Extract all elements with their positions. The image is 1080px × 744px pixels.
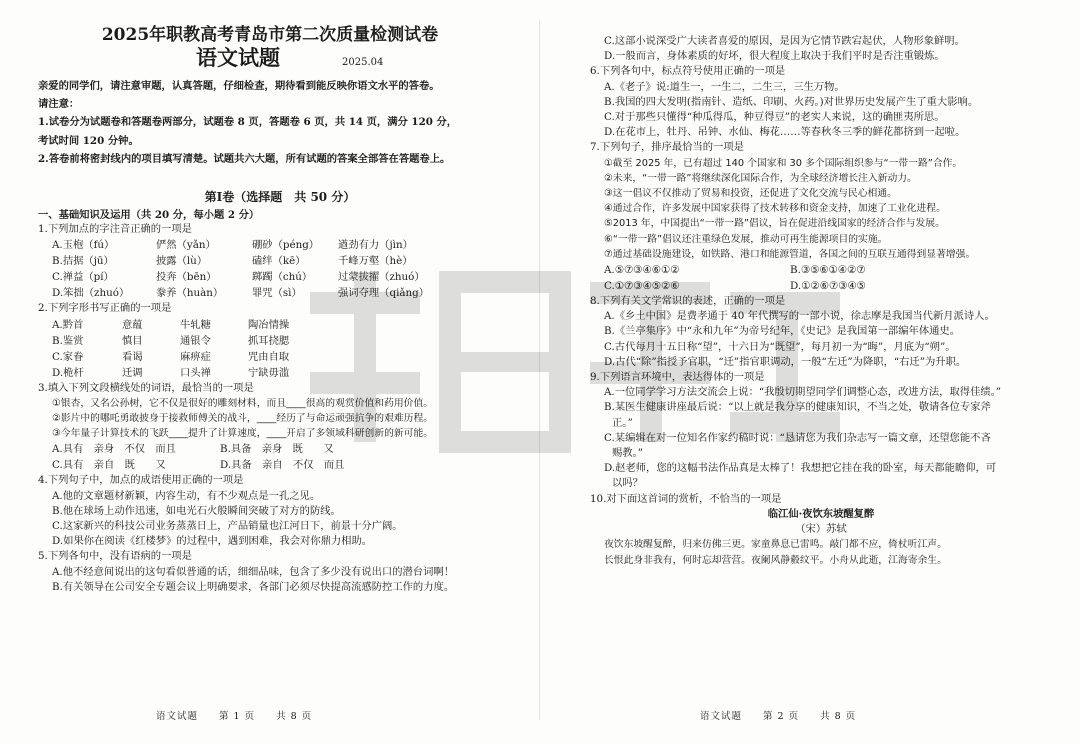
section-title: 第Ⅰ卷（选择题 共 50 分） (204, 190, 356, 205)
option-item: 强词夺理（qiǎng） (338, 287, 430, 300)
poem-title: 临江仙·夜饮东坡醒复醉 (767, 507, 875, 520)
question-3-sentence-3: ③今年量子计算技术的飞跃____提升了计算速度，____开启了多领域科研创新的新可能。 (52, 428, 434, 440)
question-6-option-b: B.我国的四大发明(指南针、造纸、印刷、火药。)对世界历史发展产生了重大影响。 (604, 95, 979, 108)
question-2-options (38, 317, 522, 381)
question-4-option-a: A.他的文章题材新颖，内容生动，有不少观点是一孔之见。 (52, 489, 321, 502)
option-row (38, 349, 522, 365)
question-3-sentence-2: ②影片中的哪吒勇敢披身于接救师傅关的战斗，____经历了与命运顽强抗争的艰难历程。 (52, 413, 434, 425)
option-row (38, 285, 522, 301)
option-item: 磕绊（kē） (252, 255, 306, 268)
option-item: C.禅益（pí） (52, 271, 114, 284)
question-7-sentence-5: ⑤2013 年，中国提出“一带一路”倡议，旨在促进沿线国家的经济合作与发展。 (604, 218, 945, 230)
question-9-option-d: D.赵老师，您的这幅书法作品真是太棒了！我想把它挂在我的卧室，每天都能瞻仰，可 (604, 462, 997, 475)
question-8: 8.下列有关文学常识的表述，正确的一项是 (590, 295, 786, 308)
question-4-option-c: C.这家新兴的科技公司业务蒸蒸日上，产品销量也江河日下，前景十分广阔。 (52, 520, 403, 533)
option-row (38, 441, 522, 457)
option-item: 遒劲有力（jìn） (338, 239, 413, 252)
question-5-option-d: D.一般而言，身体素质的好坏，很大程度上取决于我们平时是否注重锻炼。 (604, 50, 945, 63)
question-4-option-d: D.如果你在阅读《红楼梦》的过程中，遇到困难，我会对你鼎力相助。 (52, 535, 373, 548)
poem-author: （宋）苏轼 (795, 523, 847, 536)
page-footer: 语文试题 第 1 页 共 8 页 (156, 711, 313, 722)
question-6-option-d: D.在花市上，牡丹、吊钟、水仙、梅花……等春秋冬三季的鲜花都挤到一起啦。 (604, 126, 966, 139)
question-7-sentence-1: ①截至 2025 年，已有超过 140 个国家和 30 多个国际组织参与“一带一路”合作。 (604, 157, 963, 169)
option-item: 牛轧糖 (180, 318, 211, 331)
notice-2: 2.答卷前将密封线内的项目填写清楚。试题共六大题，所有试题的答案全部答在答题卷上。 (38, 152, 451, 165)
question-8-option-b: B.《兰亭集序》中“永和九年”为帝号纪年，《史记》是我国第一部编年体通史。 (604, 325, 961, 338)
question-9-option-b: B.某医生健康讲座最后说：“以上就是我分享的健康知识，不当之处，敬请各位专家斧 (604, 401, 991, 414)
option-item: 投奔（bēn） (156, 271, 217, 284)
poem-line-1: 夜饮东坡醒复醉，归来仿佛三更。家童鼻息已雷鸣。敲门都不应，倚杖听江声。 (604, 539, 947, 551)
exam-title: 2025年职教高考青岛市第二次质量检测试卷 (101, 25, 439, 45)
question-3: 3.填入下列文段横线处的词语，最恰当的一项是 (38, 381, 254, 394)
exam-subtitle: 语文试题 (196, 45, 280, 70)
option-item: 踯躅（chú） (252, 271, 313, 284)
notice-1a: 1.试卷分为试题卷和答题卷两部分，试题卷 8 页，答题卷 6 页，共 14 页，满分 120 分， (38, 116, 458, 129)
option-item: 看谒 (122, 350, 143, 363)
question-4: 4.下列句子中，加点的成语使用正确的一项是 (38, 474, 244, 487)
question-7-sentence-3: ③这一倡议不仅推动了贸易和投资，还促进了文化交流与民心相通。 (604, 188, 897, 200)
option-item: 千峰万壑（hè） (338, 255, 413, 268)
question-9: 9.下列语言环境中，表达得体的一项是 (590, 371, 765, 384)
question-8-option-c: C.古代每月十五日称“望”，十六日为“既望”，每月初一为“晦”，月底为“朔”。 (604, 340, 956, 353)
question-8-option-a: A.《乡土中国》是费孝通于 40 年代撰写的一部小说，徐志摩是我国当代新月派诗人。 (604, 310, 995, 323)
option-item: 抓耳挠腮 (248, 334, 290, 347)
notice-1b: 考试时间 120 分钟。 (38, 134, 139, 147)
question-7-sentence-4: ④通过合作，许多发展中国家获得了技术转移和资金支持，加速了工业化进程。 (604, 203, 946, 215)
option-item: 慎目 (122, 334, 143, 347)
part-heading: 一、基础知识及运用（共 20 分，每小题 2 分） (38, 209, 260, 222)
option-item: B.③⑤⑥①④②⑦ (790, 264, 866, 277)
question-5-option-c: C.这部小说深受广大读者喜爱的原因，是因为它情节跌宕起伏，人物形象鲜明。 (604, 35, 965, 47)
page-footer: 语文试题 第 2 页 共 8 页 (700, 711, 857, 722)
question-9-option-d-cont: 以吗？ (612, 477, 643, 490)
question-5: 5.下列各句中，没有语病的一项是 (38, 550, 192, 563)
exam-date: 2025.04 (342, 57, 384, 68)
question-6: 6.下列各句中，标点符号使用正确的一项是 (590, 65, 786, 78)
option-item: A.黔首 (52, 318, 84, 331)
question-7: 7.下列句子，排序最恰当的一项是 (590, 141, 744, 154)
question-5-option-b: B.有关领导在公司安全专题会议上明确要求，各部门必须尽快提高流感防控工作的力度。 (52, 580, 455, 593)
question-3-sentence-1: ①银杏，又名公孙树，它不仅是很好的雕刻材料，而且____很高的观赏价值和药用价值。 (52, 397, 434, 409)
option-item: 豢养（huàn） (156, 287, 224, 300)
question-9-option-c-cont: 赐教。” (612, 447, 644, 460)
option-item: 口头禅 (180, 366, 211, 379)
option-item: B.具备 亲身 既 又 (220, 443, 334, 456)
option-row (38, 365, 522, 381)
question-6-option-a: A.《老子》说:道生一，一生二，二生三，三生万物。 (604, 80, 845, 93)
option-row (38, 253, 522, 269)
option-item: 披露（lù） (156, 255, 208, 268)
option-item: 俨然（yǎn） (156, 239, 216, 252)
option-item: 意蕴 (122, 318, 143, 331)
option-item: 咒由自取 (248, 350, 290, 363)
intro-text: 亲爱的同学们，请注意审题，认真答题，仔细检查，期待看到能反映你语文水平的答卷。 (38, 80, 440, 92)
option-item: D.笨拙（zhuó） (52, 287, 130, 300)
option-item: 过蒙拔擢（zhuó） (338, 271, 425, 284)
question-9-option-a: A.一位同学学习方法交流会上说：“我殷切期望同学们调整心态，改进方法，取得佳绩。” (604, 386, 1002, 399)
option-item: D.桅杆 (52, 366, 84, 379)
option-row (38, 237, 522, 253)
option-item: 迁调 (122, 366, 143, 379)
option-row (38, 333, 522, 349)
option-row (590, 262, 1052, 278)
question-6-option-c: C.对于那些只懂得“种瓜得瓜，种豆得豆”的老实人来说，这的确匪夷所思。 (604, 111, 945, 124)
option-item: 麻痹症 (180, 350, 211, 363)
notice-heading: 请注意： (38, 98, 80, 111)
option-item: B.拮据（jū） (52, 255, 114, 268)
question-7-sentence-7: ⑦通过基础设施建设，如铁路、港口和能源管道，各国之间的互联互通得到显著增强。 (604, 248, 976, 260)
question-8-option-d: D.古代“除”指授予官职，“迁”指官职调动，一般“左迁”为降职，“右迁”为升职。 (604, 355, 967, 368)
option-item: A.⑤⑦③④⑥①② (604, 264, 680, 277)
question-4-option-b: B.他在球场上动作迅速，如电光石火般瞬间突破了对方的防线。 (52, 504, 341, 517)
option-item: C.具有 亲自 既 又 (52, 459, 166, 472)
option-item: 硼砂（péng） (252, 239, 320, 252)
question-7-sentence-2: ②未来，“一带一路”将继续深化国际合作，为全球经济增长注入新动力。 (604, 172, 917, 184)
question-7-sentence-6: ⑥“一带一路”倡议还注重绿色发展，推动可再生能源项目的实施。 (604, 233, 888, 245)
option-item: D.①②⑥⑦③④⑤ (790, 280, 866, 293)
option-item: 陶冶情操 (248, 318, 290, 331)
question-9-option-b-cont: 正。” (612, 416, 633, 429)
question-2: 2.下列字形书写正确的一项是 (38, 302, 172, 315)
subtitle-row (38, 46, 522, 75)
option-item: C.家眷 (52, 350, 84, 363)
option-item: 宁缺毋滥 (248, 366, 290, 379)
exam-page-2 (540, 0, 1080, 744)
option-item: B.鉴赏 (52, 334, 84, 347)
question-10: 10.对下面这首词的赏析，不恰当的一项是 (590, 492, 782, 505)
poem-line-2: 长恨此身非我有，何时忘却营营。夜阑风静縠纹平。小舟从此逝，江海寄余生。 (604, 554, 947, 566)
option-item: A.具有 亲身 不仅 而且 (52, 443, 176, 456)
question-9-option-c: C.某编辑在对一位知名作家约稿时说：“恳请您为我们杂志写一篇文章，还望您能不吝 (604, 431, 991, 444)
question-1: 1.下列加点的字注音正确的一项是 (38, 223, 192, 236)
option-row (590, 278, 1052, 294)
option-row (38, 317, 522, 333)
option-row (38, 269, 522, 285)
option-row (38, 457, 522, 473)
question-5-option-a: A.他不经意间说出的这句看似普通的话，细细品味，包含了多少没有说出口的潜台词啊！ (52, 565, 454, 578)
option-item: 罪咒（sì） (252, 287, 302, 300)
option-item: C.①⑦③④⑤②⑥ (604, 280, 680, 293)
question-1-options (38, 237, 522, 301)
option-item: A.玉枹（fú） (52, 239, 115, 252)
option-item: D.具备 亲自 不仅 而且 (220, 459, 345, 472)
option-item: 通银令 (180, 334, 211, 347)
